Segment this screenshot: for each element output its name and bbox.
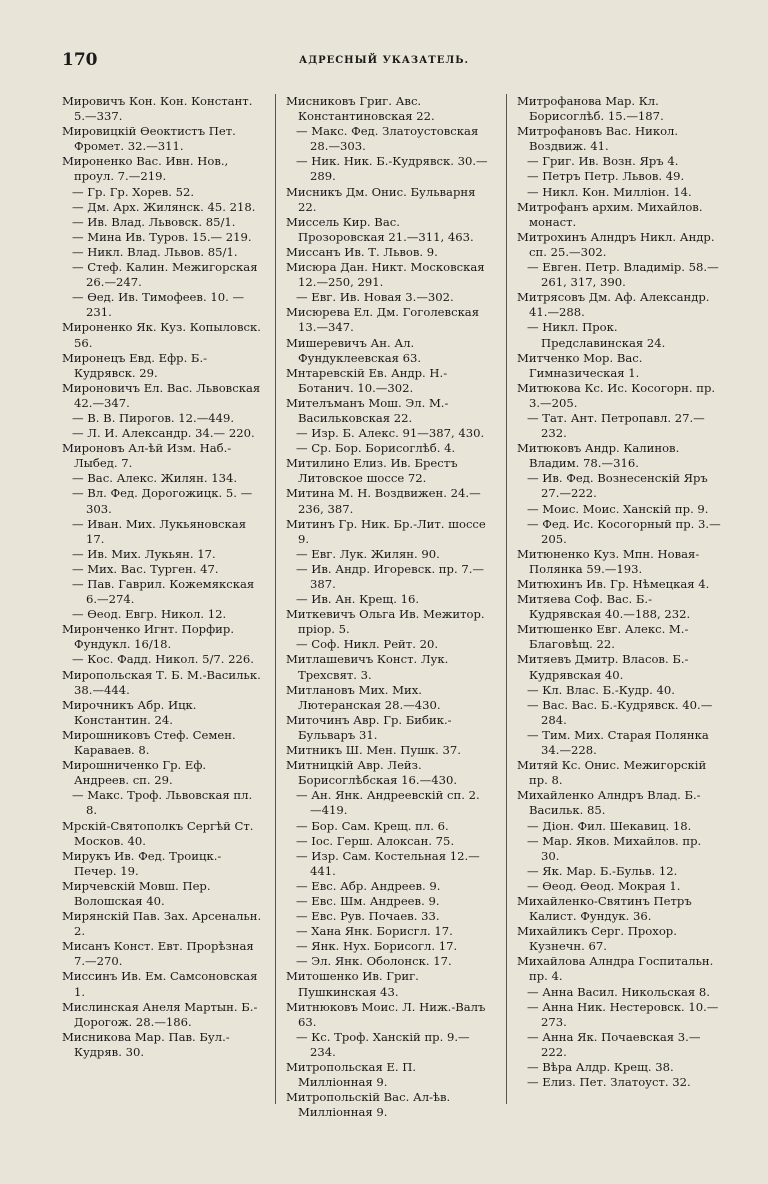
directory-entry: — Петръ Петр. Львов. 49. — [527, 169, 685, 184]
directory-entry: — Ѳеод. Евгр. Никол. 12. — [72, 607, 227, 622]
directory-entry: — Евс. Шм. Андреев. 9. — [296, 893, 440, 908]
directory-entry: — Мих. Вас. Турген. 47. — [72, 561, 219, 576]
directory-entry: Мисникова Мар. Пав. Бул.-Кудряв. 30. — [62, 1029, 230, 1059]
directory-entry: Мнтаревскій Ев. Андр. Н.-Ботанич. 10.—302. — [286, 365, 448, 395]
directory-entry: — Діон. Фил. Шекавиц. 18. — [527, 818, 692, 833]
directory-entry: Митрохинъ Алндръ Никл. Андр. сп. 25.—302. — [517, 229, 715, 259]
directory-entry: — Як. Мар. Б.-Бульв. 12. — [527, 863, 678, 878]
directory-entry: Митницкій Авр. Лейз. Борисоглѣбская 16.—430. — [286, 758, 458, 788]
directory-entry: — Ив. Андр. Игоревск. пр. 7.—387. — [296, 561, 484, 591]
directory-entry: Мрскій-Святополкъ Сергѣй Ст. Москов. 40. — [62, 818, 254, 848]
directory-entry: Митнюковъ Моис. Л. Ниж.-Валъ 63. — [286, 999, 486, 1029]
directory-entry: — Тат. Ант. Петропавл. 27.—232. — [527, 410, 705, 441]
directory-entry: Мирошниковъ Стеф. Семен. Караваев. 8. — [62, 727, 236, 758]
directory-entry: Митюненко Куз. Мпн. Новая-Полянка 59.—193. — [517, 546, 700, 576]
directory-entry: — Вѣра Алдр. Крещ. 38. — [527, 1060, 674, 1074]
page-number: 170 — [62, 50, 98, 70]
directory-entry: — Кос. Фадд. Никол. 5/7. 226. — [72, 652, 254, 667]
directory-entry: Мисникъ Дм. Онис. Бульварня 22. — [286, 184, 476, 214]
directory-entry: Михайленко-Святинъ Петръ Калист. Фундук. 36. — [517, 893, 692, 924]
directory-entry: Миткевичъ Ольга Ив. Межитор. пріор. 5. — [286, 607, 485, 637]
page-header-title: АДРЕСНЫЙ УКАЗАТЕЛЬ. — [299, 55, 469, 66]
directory-entry: — Ср. Бор. Борисоглѣб. 4. — [296, 441, 456, 456]
directory-entry: Митченко Мор. Вас. Гимназическая 1. — [517, 350, 643, 380]
directory-entry: Мисюрева Ел. Дм. Гоголевская 13.—347. — [286, 305, 480, 335]
directory-entry: — Вас. Алекс. Жилян. 134. — [72, 471, 238, 486]
directory-entry: — Л. И. Александр. 34.— 220. — [72, 426, 255, 441]
directory-entry: Митрясовъ Дм. Аф. Александр. 41.—288. — [517, 290, 710, 320]
directory-entry: — Кл. Влас. Б.-Кудр. 40. — [527, 682, 675, 697]
directory-entry: Мироненко Вас. Ивн. Нов., проул. 7.—219. — [62, 154, 229, 184]
directory-entry: — Ив. Ан. Крещ. 16. — [296, 592, 420, 607]
directory-entry: — Янк. Нух. Борисогл. 17. — [296, 939, 458, 954]
directory-entry: — Анна Як. Почаевская 3.—222. — [527, 1029, 701, 1059]
directory-entry: Миссинъ Ив. Ем. Самсоновская 1. — [62, 969, 258, 999]
directory-entry: Мироненко Як. Куз. Копыловск. 56. — [62, 320, 261, 350]
directory-entry: Митилино Елиз. Ив. Брестъ Литовское шоссе 72. — [286, 456, 458, 486]
directory-entry: — Эл. Янк. Оболонск. 17. — [296, 954, 452, 969]
directory-entry: Мироновичъ Ел. Вас. Львовская 42.—347. — [62, 380, 261, 410]
directory-entry: Мирочникъ Абр. Ицк. Константин. 24. — [62, 697, 197, 727]
directory-column-3 — [517, 94, 723, 1090]
directory-entry: — Макс. Фед. Златоустовская 28.—303. — [296, 124, 479, 154]
directory-entry: — Евс. Рув. Почаев. 33. — [296, 909, 440, 924]
directory-entry: Митропольскій Вас. Ал-ѣв. Милліонная 9. — [286, 1090, 451, 1120]
directory-entry: Митрофанова Мар. Кл. Борисоглѣб. 15.—187. — [517, 94, 664, 124]
directory-entry: Митлановъ Мих. Мих. Лютеранская 28.—430. — [286, 682, 441, 712]
directory-entry: — Кс. Троф. Ханскій пр. 9.—234. — [296, 1029, 470, 1059]
directory-entry: — Вас. Вас. Б.-Кудрявск. 40.—284. — [527, 697, 713, 727]
directory-entry: — Изр. Сам. Костельная 12.—441. — [296, 848, 480, 878]
directory-entry: — Мар. Яков. Михайлов. пр. 30. — [527, 833, 702, 863]
directory-entry: — Никл. Влад. Львов. 85/1. — [72, 244, 238, 259]
directory-entry: Митинъ Гр. Ник. Бр.-Лит. шоссе 9. — [286, 516, 486, 546]
directory-entry: — Иван. Мих. Лукьяновская 17. — [72, 516, 247, 546]
directory-entry: Мисниковъ Григ. Авс. Константиновская 22. — [286, 94, 435, 124]
directory-entry: — Евген. Петр. Владимір. 58.—261, 317, 390. — [527, 260, 719, 290]
directory-entry: Мироновъ Ал-ѣй Изм. Наб.-Лыбед. 7. — [62, 441, 232, 471]
directory-entry: — Ѳеод. Ѳеод. Мокрая 1. — [527, 878, 681, 893]
directory-entry: Митрофанъ архим. Михайлов. монаст. — [517, 199, 703, 229]
directory-entry: — Евг. Лук. Жилян. 90. — [296, 546, 440, 561]
directory-entry: Михайлова Алндра Госпитальн. пр. 4. — [517, 954, 714, 984]
directory-entry: Митюхинъ Ив. Гр. Нѣмецкая 4. — [517, 577, 710, 591]
directory-entry: Миронецъ Евд. Ефр. Б.-Кудрявск. 29. — [62, 350, 208, 380]
directory-entry: Миссель Кир. Вас. Прозоровская 21.—311, 463. — [286, 214, 474, 244]
directory-entry: — Анна Васил. Никольская 8. — [527, 984, 710, 999]
directory-entry: — Тим. Мих. Старая Полянка 34.—228. — [527, 727, 709, 758]
directory-entry: — Бор. Сам. Крещ. пл. 6. — [296, 818, 449, 833]
directory-entry: Митрофановъ Вас. Никол. Воздвиж. 41. — [517, 124, 679, 154]
directory-entry: Мирукъ Ив. Фед. Троицк.-Печер. 19. — [62, 848, 222, 878]
directory-entry: — Пав. Гаврил. Кожемякская 6.—274. — [72, 577, 255, 607]
directory-entry: — Іос. Герш. Алоксан. 75. — [296, 833, 455, 848]
directory-entry: — Ан. Янк. Андреевскій сп. 2.—419. — [296, 788, 480, 818]
directory-entry: — Хана Янк. Борисгл. 17. — [296, 924, 453, 939]
directory-entry: — Никл. Кон. Милліон. 14. — [527, 184, 692, 199]
directory-entry: Митникъ Ш. Мен. Пушк. 37. — [286, 743, 461, 758]
directory-entry: — Ѳед. Ив. Тимофеев. 10. —231. — [72, 290, 245, 320]
column-divider — [506, 94, 507, 1104]
directory-entry: Мисюра Дан. Никт. Московская 12.—250, 291. — [286, 260, 485, 290]
directory-entry: — Вл. Фед. Дорогожицк. 5. —303. — [72, 486, 253, 516]
directory-entry: Мировичъ Кон. Кон. Констант. 5.—337. — [62, 94, 253, 124]
directory-entry: — Никл. Прок. Предславинская 24. — [527, 320, 666, 350]
directory-entry: Мителъманъ Мош. Эл. М.-Васильковская 22. — [286, 395, 449, 425]
directory-entry: Мировицкій Ѳеоктистъ Пет. Фромет. 32.—311. — [62, 124, 236, 154]
directory-entry: — Ив. Мих. Лукьян. 17. — [72, 546, 216, 561]
directory-entry: Михайликъ Серг. Прохор. Кузнечн. 67. — [517, 924, 677, 954]
directory-entry: — Ив. Влад. Львовск. 85/1. — [72, 214, 236, 229]
directory-entry: — Евс. Абр. Андреев. 9. — [296, 878, 441, 893]
directory-entry: — Григ. Ив. Возн. Яръ 4. — [527, 154, 679, 169]
directory-entry: Миссанъ Ив. Т. Львов. 9. — [286, 244, 438, 259]
directory-entry: Митюковъ Андр. Калинов. Владим. 78.—316. — [517, 441, 680, 471]
directory-entry: Митлашевичъ Конст. Лук. Трехсвят. 3. — [286, 652, 449, 682]
directory-entry: Миронченко Игнт. Порфир. Фундукл. 16/18. — [62, 622, 235, 652]
directory-entry: Митина М. Н. Воздвижен. 24.—236, 387. — [286, 486, 481, 516]
directory-entry: — Ник. Ник. Б.-Кудрявск. 30.—289. — [296, 154, 488, 184]
column-divider — [275, 94, 276, 1104]
directory-entry: — Евг. Ив. Новая 3.—302. — [296, 290, 454, 305]
directory-entry: — Фед. Ис. Косогорный пр. 3.—205. — [527, 516, 721, 546]
directory-entry: Мирянскій Пав. Зах. Арсенальн. 2. — [62, 909, 262, 939]
directory-entry: Мисанъ Конст. Евт. Прорѣзная 7.—270. — [62, 939, 254, 969]
directory-entry: — Анна Ник. Нестеровск. 10.—273. — [527, 999, 719, 1029]
directory-column-2 — [286, 94, 488, 1120]
directory-entry: Миточинъ Авр. Гр. Бибик.-Бульваръ 31. — [286, 712, 452, 742]
directory-entry: Митюшенко Евг. Алекс. М.-Благовѣщ. 22. — [517, 622, 689, 652]
directory-entry: Мирошниченко Гр. Еф. Андреев. сп. 29. — [62, 758, 207, 788]
directory-entry: — Соф. Никл. Рейт. 20. — [296, 637, 439, 652]
directory-entry: Мислинская Анеля Мартын. Б.-Дорогож. 28.—186. — [62, 999, 258, 1029]
directory-column-1 — [62, 94, 262, 1060]
directory-entry: — Моис. Моис. Ханскій пр. 9. — [527, 501, 709, 516]
directory-entry: Митяевъ Дмитр. Власов. Б.-Кудрявская 40. — [517, 652, 689, 682]
directory-entry: — Макс. Троф. Львовская пл. 8. — [72, 788, 253, 818]
directory-entry: Мирчевскій Мовш. Пер. Волошская 40. — [62, 878, 211, 908]
directory-entry: — Стеф. Калин. Межигорская 26.—247. — [72, 260, 258, 290]
directory-entry: — Мина Ив. Туров. 15.— 219. — [72, 229, 252, 244]
directory-entry: Митропольская Е. П. Милліонная 9. — [286, 1060, 417, 1090]
directory-entry: — Гр. Гр. Хорев. 52. — [72, 184, 195, 199]
directory-entry: — Изр. Б. Алекс. 91—387, 430. — [296, 426, 485, 441]
directory-entry: Митюкова Кс. Ис. Косогорн. пр. 3.—205. — [517, 380, 716, 410]
directory-entry: — Ив. Фед. Вознесенскій Яръ 27.—222. — [527, 471, 708, 501]
directory-entry: — Елиз. Пет. Златоуст. 32. — [527, 1075, 691, 1090]
directory-entry: Михайленко Алндръ Влад. Б.-Васильк. 85. — [517, 788, 701, 818]
directory-entry: Миропольская Т. Б. М.-Васильк. 38.—444. — [62, 667, 261, 697]
directory-entry: Митяй Кс. Онис. Межигорскій пр. 8. — [517, 758, 707, 788]
directory-entry: — В. В. Пирогов. 12.—449. — [72, 410, 235, 425]
directory-entry: Митяева Соф. Вас. Б.-Кудрявская 40.—188, 232. — [517, 592, 691, 622]
directory-entry: Митошенко Ив. Григ. Пушкинская 43. — [286, 969, 419, 999]
directory-entry: — Дм. Арх. Жилянск. 45. 218. — [72, 199, 256, 214]
directory-entry: Мишеревичъ Ан. Ал. Фундуклеевская 63. — [286, 335, 422, 365]
